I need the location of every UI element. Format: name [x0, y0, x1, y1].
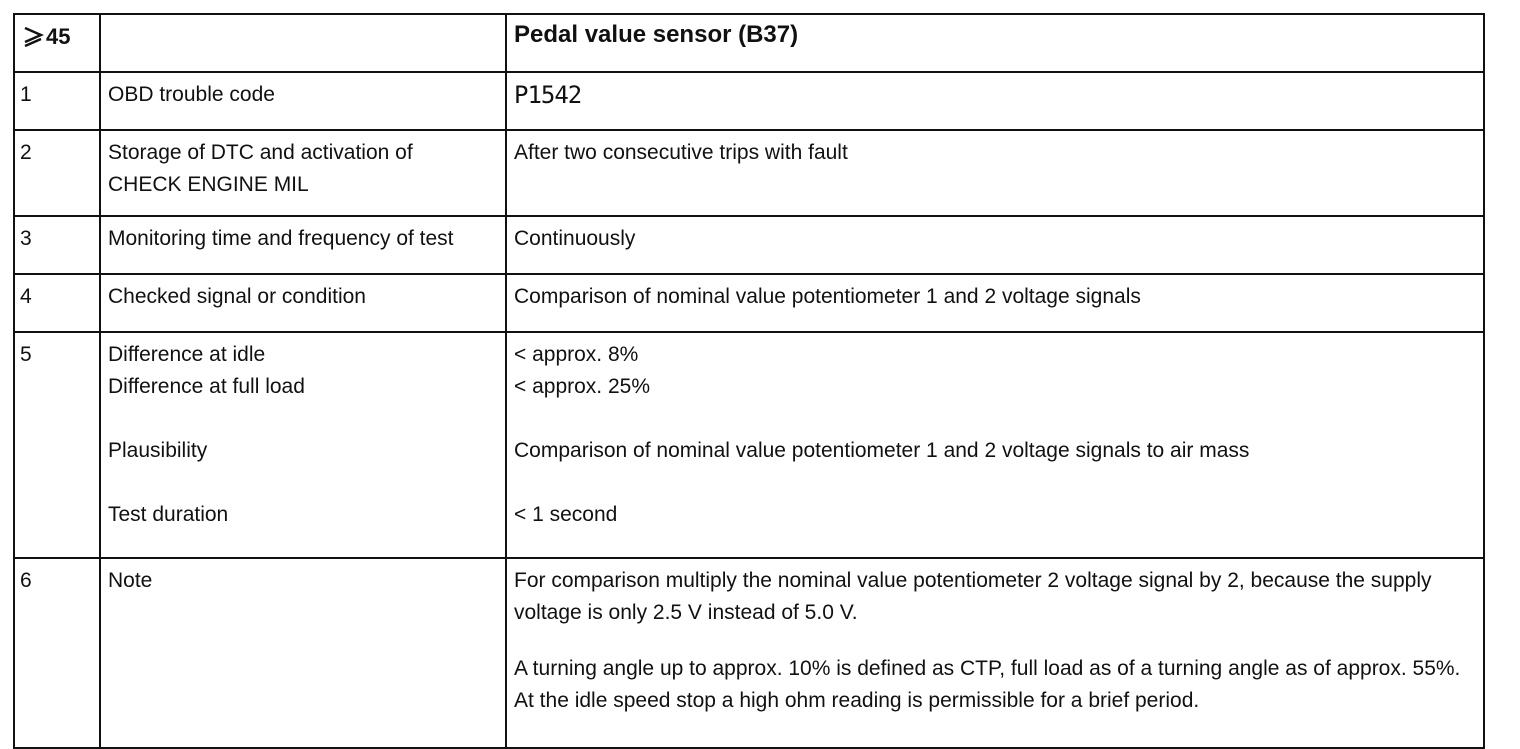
table-row [14, 274, 1484, 332]
row-label-line: Difference at full load [108, 375, 305, 398]
row-number: 2 [20, 141, 32, 164]
row-label-line: Storage of DTC and activation of [108, 141, 413, 164]
row-value-line: < 1 second [514, 503, 618, 526]
obd-trouble-code: P1542 [514, 81, 582, 109]
table-row [14, 332, 1484, 558]
table-row [14, 558, 1484, 748]
row-value-line: < approx. 25% [514, 375, 651, 398]
greater-or-equal-icon [22, 25, 44, 49]
table-row [14, 130, 1484, 216]
row-value-line: < approx. 8% [514, 343, 639, 366]
header-title-cell [506, 14, 1484, 72]
note-line: A turning angle up to approx. 10% is defined as CTP, full load as of a turning angle as of approx. 55%. [514, 657, 1461, 680]
table-header-row [14, 14, 1484, 72]
header-number: 45 [46, 24, 71, 49]
row-label: Monitoring time and frequency of test [108, 227, 454, 250]
row-label: Checked signal or condition [108, 285, 366, 308]
row-label: Note [108, 569, 153, 592]
note-line: At the idle speed stop a high ohm reading is permissible for a brief period. [514, 689, 1200, 712]
header-number-cell [14, 14, 100, 72]
row-label: OBD trouble code [108, 83, 275, 106]
table-row [14, 216, 1484, 274]
row-number: 6 [20, 569, 32, 592]
row-value: Continuously [514, 227, 636, 250]
row-number: 3 [20, 227, 32, 250]
row-label-line: Plausibility [108, 439, 208, 462]
row-value: Comparison of nominal value potentiometer 1 and 2 voltage signals [514, 285, 1141, 308]
row-number: 5 [20, 343, 32, 366]
row-label-line: Difference at idle [108, 343, 266, 366]
row-number: 4 [20, 285, 32, 308]
row-value: After two consecutive trips with fault [514, 141, 848, 164]
row-value-line: Comparison of nominal value potentiometer 1 and 2 voltage signals to air mass [514, 439, 1250, 462]
header-empty-cell [100, 14, 506, 72]
row-label-line: Test duration [108, 503, 229, 526]
page-title: Pedal value sensor (B37) [514, 21, 799, 48]
note-line: voltage is only 2.5 V instead of 5.0 V. [514, 601, 858, 624]
row-number: 1 [20, 83, 32, 106]
diagnostic-table [13, 13, 1485, 749]
note-line: For comparison multiply the nominal value potentiometer 2 voltage signal by 2, because the supply [514, 569, 1432, 592]
table-row [14, 72, 1484, 130]
row-label-line: CHECK ENGINE MIL [108, 173, 309, 196]
